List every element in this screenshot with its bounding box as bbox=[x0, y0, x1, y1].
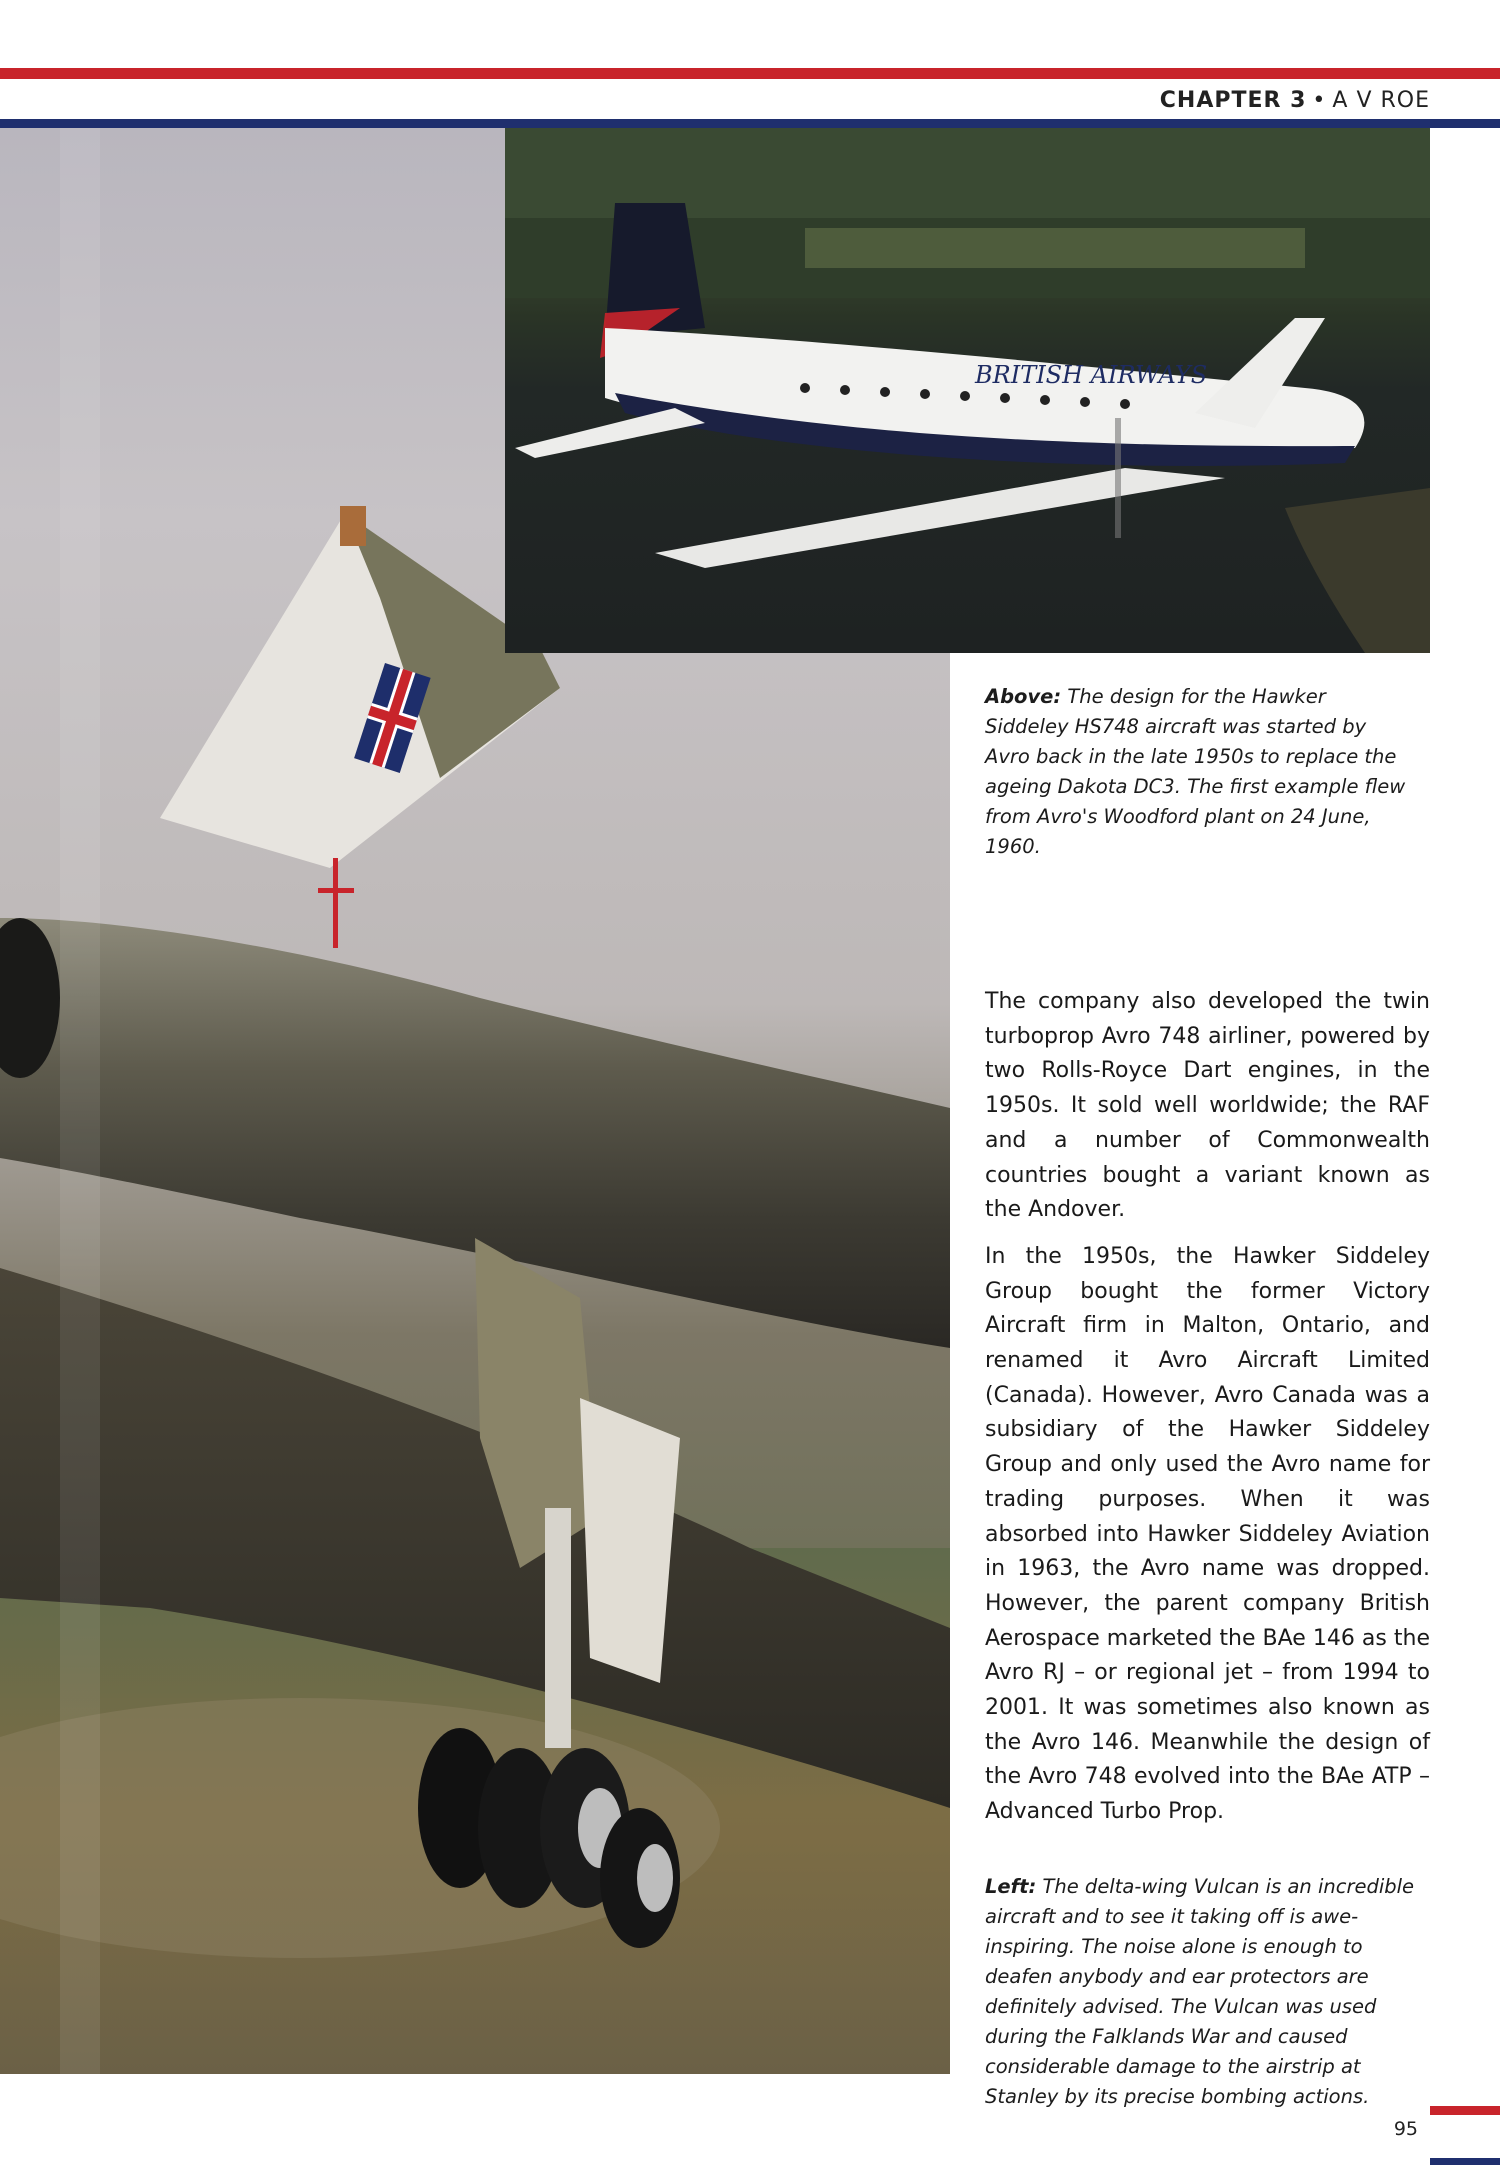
running-header bbox=[1160, 88, 1430, 113]
caption-above-text: The design for the Hawker Siddeley HS748 aircraft was started by Avro back in the late 1950s to replace the ageing Dakota DC3. The first example flew from Avro's Woodford plant on 24 June, 1960. bbox=[985, 685, 1406, 858]
header-separator: • bbox=[1312, 88, 1327, 113]
header-red-stripe bbox=[0, 68, 1500, 79]
body-paragraph: In the 1950s, the Hawker Siddeley Group bought the former Victory Aircraft firm in Malton, Ontario, and renamed it Avro Aircraft Limited (Canada). However, Avro Canada was a subsidiary of the Hawker Siddeley Group and only used the Avro name for trading purposes. When it was absorbed into Hawker Siddeley Aviation in 1963, the Avro name was dropped. However, the parent company British Aerospace marketed the BAe 146 as the Avro RJ – or regional jet – from 1994 to 2001. It was sometimes also known as the Avro 146. Meanwhile the design of the Avro 748 evolved into the BAe ATP – Advanced Turbo Prop. bbox=[985, 1243, 1430, 1825]
st-george-cross-icon bbox=[318, 858, 354, 948]
body-paragraph: The company also developed the twin turboprop Avro 748 airliner, powered by two Rolls-Royce Dart engines, in the 1950s. It sold well worldwide; the RAF and a number of Commonwealth countries bought a variant known as the Andover. bbox=[985, 989, 1430, 1223]
caption-above bbox=[985, 682, 1415, 862]
hs748-photo bbox=[505, 128, 1430, 653]
footer-blue-stripe bbox=[1430, 2158, 1500, 2165]
caption-left bbox=[985, 1872, 1435, 2112]
body-text bbox=[985, 985, 1430, 1842]
livery-text: BRITISH AIRWAYS bbox=[975, 361, 1208, 389]
footer-red-stripe bbox=[1430, 2106, 1500, 2115]
caption-above-lead: Above: bbox=[985, 685, 1062, 708]
header-blue-stripe bbox=[0, 119, 1500, 128]
caption-left-lead: Left: bbox=[985, 1875, 1037, 1898]
page-number: 95 bbox=[1393, 2118, 1418, 2140]
chapter-title: A V ROE bbox=[1332, 88, 1430, 113]
chapter-label: CHAPTER 3 bbox=[1159, 88, 1307, 113]
caption-left-text: The delta-wing Vulcan is an incredible aircraft and to see it taking off is awe-inspiring. The noise alone is enough to deafen anybody and ear protectors are definitely advised. The Vulcan was used during the Falklands War and caused considerable damage to the airstrip at Stanley by its precise bombing actions. bbox=[985, 1875, 1415, 2108]
